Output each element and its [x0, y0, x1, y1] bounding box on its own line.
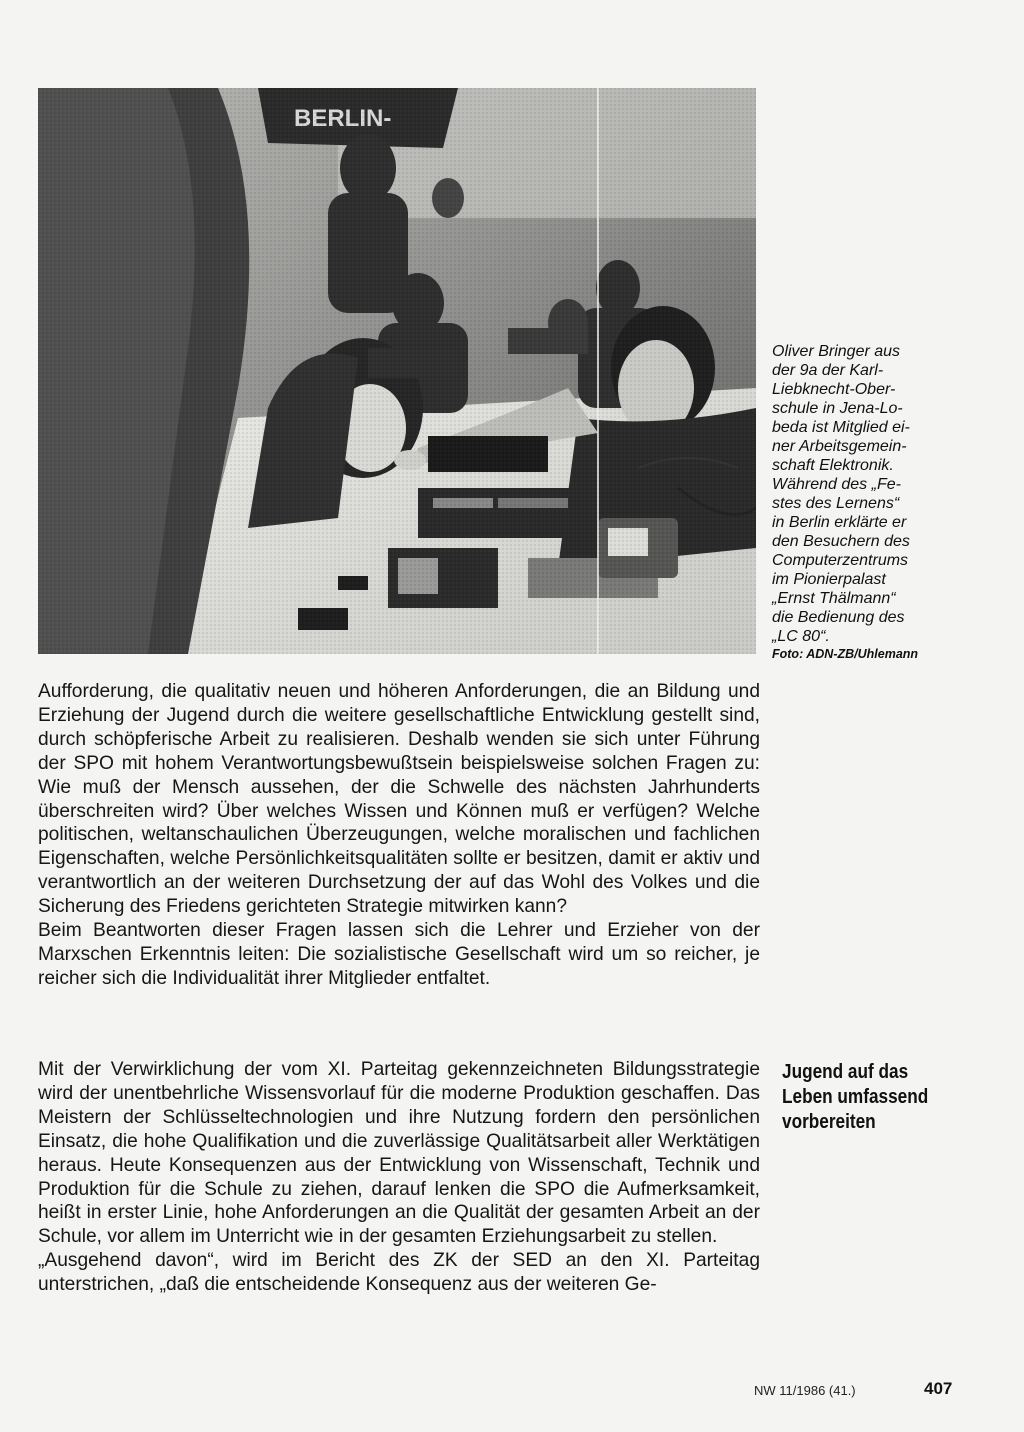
article-block-2: [38, 1058, 760, 1297]
halftone-grain: [38, 88, 756, 654]
side-heading-line: vorbereiten: [782, 1111, 876, 1133]
paragraph: „Ausgehend davon“, wird im Bericht des ZK der SED an den XI. Parteitag unterstrichen, „daß die entscheidende Konsequenz aus der weiteren Ge-: [38, 1250, 760, 1296]
side-heading: [782, 1060, 945, 1135]
photo-caption: [772, 342, 972, 662]
caption-text: Oliver Bringer aus der 9a der Karl- Liebknecht-Ober- schule in Jena-Lo- beda ist Mitglied ei- ner Arbeitsgemein- schaft Elektronik. Während des „Fe- stes des Lernens“ in Berlin erklärte er den Besuchern des Computerzentrums im Pionierpalast „Ernst Thälmann“ die Bedienung des „LC 80“.: [772, 343, 910, 645]
page-number: 407: [924, 1379, 953, 1398]
photo-scene: [38, 88, 756, 654]
page-footer: [752, 1377, 962, 1407]
paragraph: Mit der Verwirklichung der vom XI. Parteitag gekennzeichneten Bildungsstrategie wird der unentbehrliche Wissensvorlauf für die moderne Produktion geschaffen. Das Meistern der Schlüsseltechnologien und ihre Nutzung fordern den persönlichen Einsatz, die hohe Qualifikation und die zuverlässige Qualitätsarbeit aller Werktätigen heraus. Heute Konsequenzen aus der Entwicklung von Wissenschaft, Technik und Produktion für die Schule zu ziehen, darauf lenken die SPO die Aufmerksamkeit, heißt in erster Linie, hohe Anforderungen an die Qualität der gesamten Arbeit an der Schule, vor allem im Unterricht wie in der gesamten Erziehungsarbeit zu stellen.: [38, 1059, 760, 1248]
paragraph: Aufforderung, die qualitativ neuen und höheren Anforderungen, die an Bildung und Erziehung der Jugend durch die weitere gesellschaftliche Entwicklung gestellt sind, durch schöpferische Arbeit zu realisieren. Deshalb wenden sie sich unter Führung der SPO mit hohem Verantwortungsbewußtsein beispielsweise solchen Fragen zu: Wie muß der Mensch aussehen, der die Schwelle des nächsten Jahrhunderts überschreiten wird? Über welches Wissen und Können muß er verfügen? Welche politischen, weltanschaulichen Überzeugungen, welche moralischen und fachlichen Eigenschaften, welche Persönlichkeitsqualitäten sollte er besitzen, damit er aktiv und verantwortlich an der weiteren Durchsetzung der auf das Wohl des Volkes und die Sicherung des Friedens gerichteten Strategie mitwirken kann?: [38, 681, 760, 918]
side-heading-line: Jugend auf das: [782, 1061, 909, 1083]
photo-credit: Foto: ADN-ZB/Uhlemann: [772, 647, 919, 661]
paragraph: Beim Beantworten dieser Fragen lassen sich die Lehrer und Erzieher von der Marxschen Erkenntnis leiten: Die sozialistische Gesellschaft wird um so reicher, je reicher sich die Individualität ihrer Mitglieder entfaltet.: [38, 920, 760, 989]
side-heading-line: Leben umfassend: [782, 1086, 929, 1108]
press-photo: [38, 88, 756, 654]
issue-reference: NW 11/1986 (41.): [754, 1383, 856, 1398]
article-block-1: [38, 680, 760, 991]
